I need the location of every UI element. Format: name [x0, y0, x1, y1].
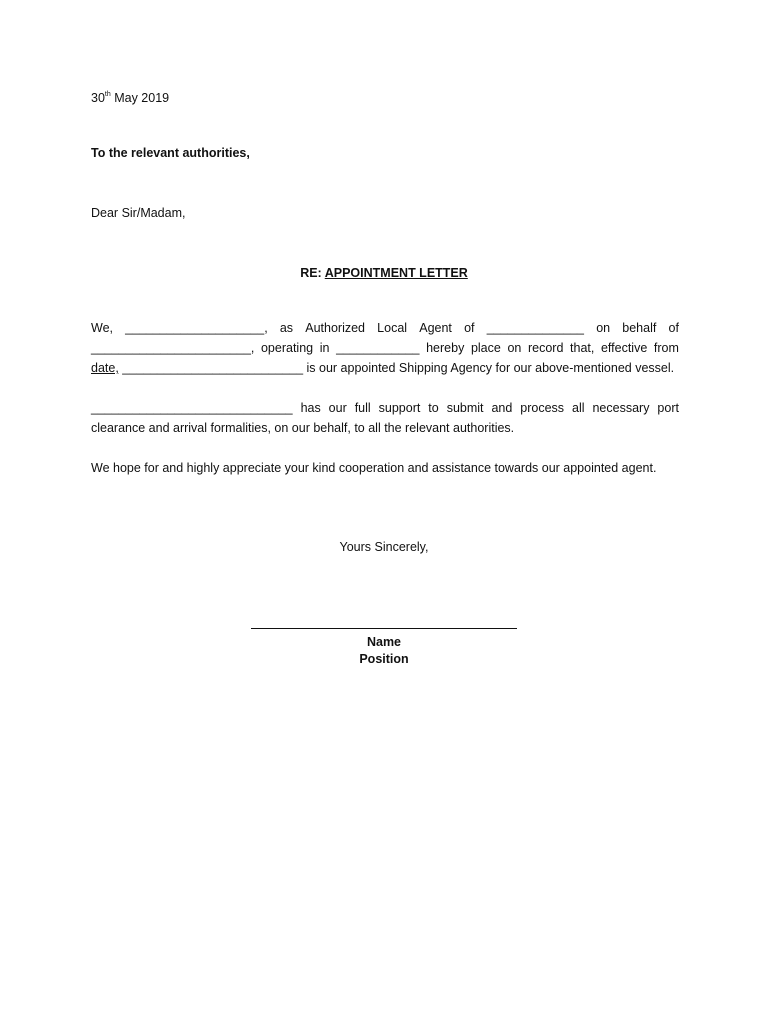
paragraph-line [91, 398, 679, 418]
word: as [279, 321, 294, 335]
blank-principal: ______________ [486, 321, 585, 335]
subject-line [0, 266, 768, 280]
word: and [491, 401, 513, 415]
subject-prefix: RE: [300, 266, 325, 280]
word: operating [260, 341, 314, 355]
closing-phrase: Yours Sincerely, [339, 540, 429, 554]
subject-title: APPOINTMENT LETTER [324, 266, 468, 280]
word: that, [570, 341, 595, 355]
word: Agent [419, 321, 452, 335]
date-suffix: th [104, 90, 111, 98]
word: We, [91, 321, 113, 335]
word: has [300, 401, 321, 415]
word: on [507, 341, 522, 355]
date-label: date, [91, 361, 119, 375]
signatory-name: Name [366, 635, 402, 649]
paragraph-line [91, 358, 679, 378]
word: our [328, 401, 347, 415]
word: behalf [622, 321, 657, 335]
salutation: Dear Sir/Madam, [91, 206, 186, 220]
word: Authorized [305, 321, 365, 335]
word: port [657, 401, 679, 415]
letter-date [91, 91, 169, 105]
paragraph-line: clearance and arrival formalities, on our behalf, to all the relevant authorities. [91, 421, 515, 435]
word: Local [377, 321, 408, 335]
word: on [596, 321, 611, 335]
word: all [572, 401, 585, 415]
signatory-position: Position [359, 652, 409, 666]
recipient-line: To the relevant authorities, [91, 146, 250, 160]
paragraph-line [91, 318, 679, 338]
date-day: 30 [91, 91, 105, 105]
paragraph-support [91, 398, 679, 438]
word: of [464, 321, 475, 335]
word: record [527, 341, 564, 355]
word: support [378, 401, 421, 415]
word: to [428, 401, 439, 415]
signature-line [251, 628, 517, 629]
word: of [668, 321, 679, 335]
word: hereby [426, 341, 465, 355]
word: submit [446, 401, 484, 415]
word: necessary [592, 401, 650, 415]
paragraph-closing-remark: We hope for and highly appreciate your kind cooperation and assistance towards our appointed agent. [91, 461, 657, 475]
word: effective [600, 341, 648, 355]
blank-agency: _____________________________ [91, 401, 293, 415]
blank-agent-name: ____________________, [125, 321, 268, 335]
blank-vessel: _______________________, [91, 341, 255, 355]
word: full [354, 401, 371, 415]
paragraph-agent-appointment [91, 318, 679, 378]
word: place [470, 341, 501, 355]
word: from [653, 341, 679, 355]
date-month-year: May 2019 [110, 91, 170, 105]
line-text: __________________________ is our appointed Shipping Agency for our above-mentioned vessel. [118, 361, 675, 375]
word: in [319, 341, 330, 355]
paragraph-line [91, 338, 679, 358]
word: process [520, 401, 565, 415]
blank-location: ____________ [336, 341, 420, 355]
